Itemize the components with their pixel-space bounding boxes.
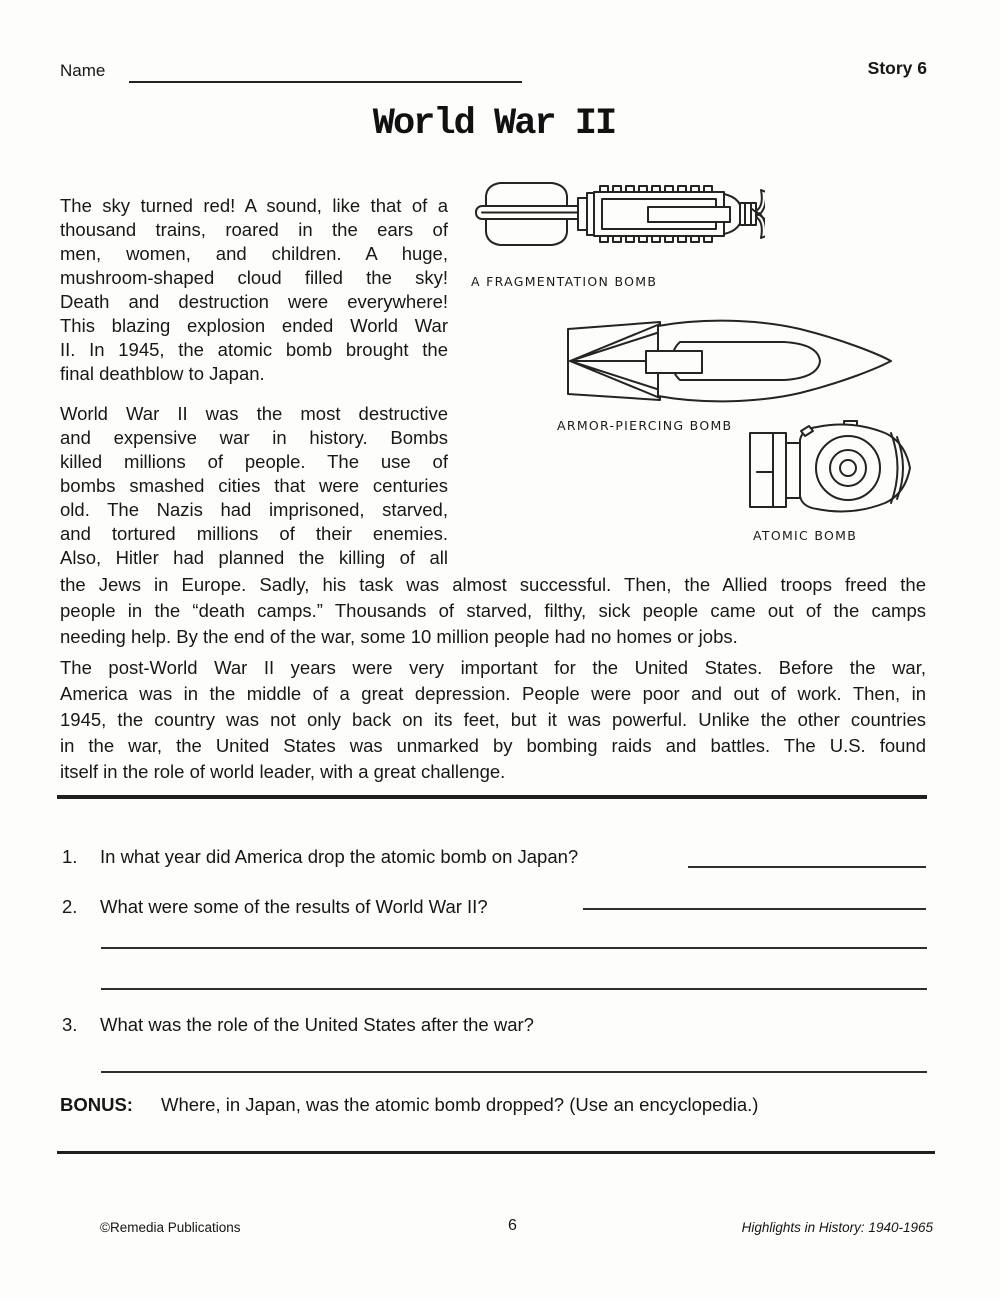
text-line: The sky turned red! A sound, like that of a bbox=[60, 195, 448, 216]
book-title: Highlights in History: 1940-1965 bbox=[741, 1220, 933, 1235]
text-line: old. The Nazis had imprisoned, starved, bbox=[60, 499, 448, 520]
story-number: Story 6 bbox=[867, 58, 927, 78]
section-divider bbox=[57, 795, 927, 799]
atomic-bomb-caption: ATOMIC BOMB bbox=[753, 528, 858, 543]
question-2 bbox=[62, 896, 488, 918]
answer-line-q3 bbox=[101, 1053, 927, 1073]
paragraph-2-narrow bbox=[60, 402, 448, 570]
text-line: and tortured millions of their enemies. bbox=[60, 523, 448, 544]
name-blank-line bbox=[129, 62, 522, 83]
text-line: The post-World War II years were very important for the United States. Before the war, bbox=[60, 657, 926, 678]
paragraph-3 bbox=[60, 655, 926, 785]
question-text: What were some of the results of World War II? bbox=[100, 896, 488, 917]
text-line: needing help. By the end of the war, some 10 million people had no homes or jobs. bbox=[60, 626, 738, 647]
bonus-question bbox=[60, 1094, 758, 1116]
text-line: the Jews in Europe. Sadly, his task was almost successful. Then, the Allied troops freed the bbox=[60, 574, 926, 595]
text-line: Death and destruction were everywhere! bbox=[60, 291, 448, 312]
answer-line-q2-extra-2 bbox=[101, 970, 927, 990]
atomic-bomb-illustration bbox=[747, 420, 917, 516]
text-line: mushroom-shaped cloud filled the sky! bbox=[60, 267, 448, 288]
text-line: This blazing explosion ended World War bbox=[60, 315, 448, 336]
answer-line-q2-extra-1 bbox=[101, 929, 927, 949]
text-line: and expensive war in history. Bombs bbox=[60, 427, 448, 448]
text-line: II. In 1945, the atomic bomb brought the bbox=[60, 339, 448, 360]
text-line: bombs smashed cities that were centuries bbox=[60, 475, 448, 496]
page-number: 6 bbox=[508, 1217, 517, 1234]
text-line: in the war, the United States was unmarked by bombing raids and battles. The U.S. found bbox=[60, 735, 926, 756]
page-title: World War II bbox=[372, 103, 616, 145]
text-line: final deathblow to Japan. bbox=[60, 363, 265, 384]
bonus-text: Where, in Japan, was the atomic bomb dropped? (Use an encyclopedia.) bbox=[160, 1094, 759, 1115]
armor-piercing-bomb-illustration bbox=[562, 315, 894, 407]
paragraph-2-wide bbox=[60, 572, 926, 650]
text-line: Also, Hitler had planned the killing of all bbox=[60, 547, 448, 568]
fragmentation-bomb-caption: A FRAGMENTATION BOMB bbox=[471, 274, 658, 289]
question-3 bbox=[62, 1014, 534, 1036]
publisher-credit: ©Remedia Publications bbox=[100, 1220, 241, 1235]
text-line: thousand trains, roared in the ears of bbox=[60, 219, 448, 240]
answer-line-q1 bbox=[688, 848, 926, 868]
paragraph-1 bbox=[60, 194, 448, 386]
text-line: World War II was the most destructive bbox=[60, 403, 448, 424]
text-line: men, women, and children. A huge, bbox=[60, 243, 448, 264]
question-number: 3. bbox=[62, 1014, 78, 1035]
footer-divider bbox=[57, 1151, 935, 1154]
answer-line-q2 bbox=[583, 890, 926, 910]
text-line: 1945, the country was not only back on its feet, but it was powerful. Unlike the other countries bbox=[60, 709, 926, 730]
armor-piercing-bomb-caption: ARMOR-PIERCING BOMB bbox=[557, 418, 733, 433]
name-label: Name bbox=[60, 61, 106, 80]
question-text: In what year did America drop the atomic bomb on Japan? bbox=[100, 846, 579, 867]
fragmentation-bomb-illustration bbox=[470, 178, 765, 252]
question-1 bbox=[62, 846, 578, 868]
text-line: itself in the role of world leader, with a great challenge. bbox=[60, 761, 506, 782]
text-line: America was in the middle of a great depression. People were poor and out of work. Then, in bbox=[60, 683, 926, 704]
bonus-label: BONUS: bbox=[60, 1094, 133, 1115]
question-number: 1. bbox=[62, 846, 78, 867]
text-line: people in the “death camps.” Thousands of starved, filthy, sick people came out of the camps bbox=[60, 600, 926, 621]
question-text: What was the role of the United States after the war? bbox=[100, 1014, 534, 1035]
text-line: killed millions of people. The use of bbox=[60, 451, 448, 472]
question-number: 2. bbox=[62, 896, 78, 917]
